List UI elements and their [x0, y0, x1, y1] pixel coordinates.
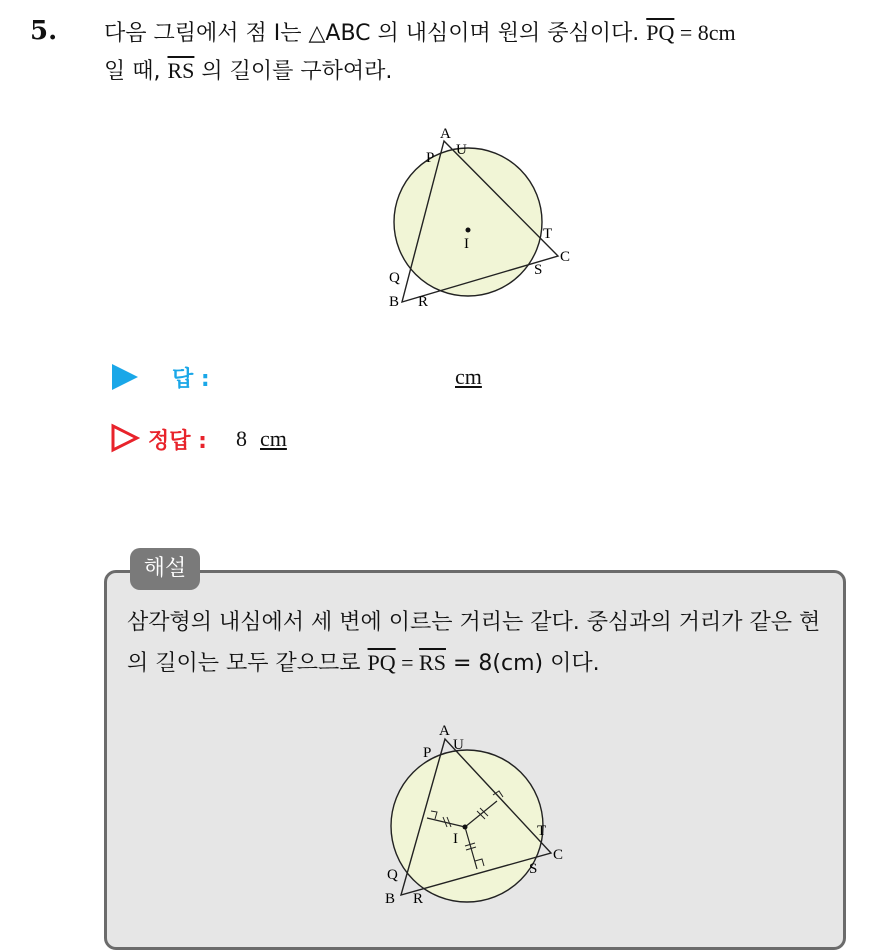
- label-Q: Q: [389, 270, 400, 286]
- solution-box: [104, 570, 846, 950]
- label-B: B: [389, 294, 400, 310]
- label-C-2: C: [553, 847, 564, 863]
- label-A-2: A: [439, 723, 450, 739]
- incenter-dot-2: [463, 825, 468, 830]
- label-I-2: I: [453, 831, 458, 847]
- triangle-outline-icon: [110, 420, 140, 456]
- label-S: S: [534, 262, 543, 278]
- question-text: [104, 14, 874, 90]
- segment-pq: $\overline{PQ}$: [646, 20, 675, 45]
- circle: [394, 148, 542, 296]
- correct-label: 정답 :: [148, 429, 207, 454]
- label-I: I: [464, 236, 469, 252]
- segment-rs: $\overline{RS}$: [167, 58, 195, 83]
- triangle-circle-figure: [380, 118, 600, 318]
- correct-answer-row: [108, 420, 608, 460]
- label-A: A: [440, 126, 451, 142]
- answer-row: [108, 360, 608, 396]
- solution-figure: [379, 715, 579, 935]
- question-line2-a: 일 때,: [104, 59, 168, 84]
- solution-rs: $\overline{RS}$: [419, 650, 446, 675]
- label-T: T: [543, 226, 553, 242]
- answer-label: 답 :: [172, 367, 210, 392]
- label-U: U: [456, 142, 467, 158]
- solution-text-a: 삼각형의 내심에서 세 변에 이르는 거리는 같다. 중심과의 거리가 같은 현의 길이는 모두 같으므로: [127, 610, 821, 676]
- solution-pq: $\overline{PQ}$: [367, 650, 396, 675]
- label-C: C: [560, 249, 571, 265]
- incenter-dot: [466, 228, 471, 233]
- label-R-2: R: [413, 891, 424, 907]
- solution-tab: 해설: [130, 548, 200, 590]
- label-P: P: [426, 150, 435, 166]
- question-line1-b: = 8cm: [674, 20, 736, 45]
- solution-text: [127, 603, 837, 684]
- correct-unit: cm: [260, 426, 287, 451]
- label-R: R: [418, 294, 429, 310]
- label-S-2: S: [529, 861, 538, 877]
- label-T-2: T: [537, 823, 547, 839]
- label-B-2: B: [385, 891, 396, 907]
- question-line1-a: 다음 그림에서 점 I는 △ABC 의 내심이며 원의 중심이다.: [104, 21, 647, 46]
- label-U-2: U: [453, 737, 464, 753]
- play-icon: [112, 364, 138, 390]
- question-line2-b: 의 길이를 구하여라.: [194, 59, 393, 84]
- solution-text-b: = 8(cm) 이다.: [445, 651, 600, 676]
- answer-unit[interactable]: cm: [455, 364, 482, 389]
- label-P-2: P: [423, 745, 432, 761]
- label-Q-2: Q: [387, 867, 398, 883]
- correct-value: 8: [236, 426, 247, 451]
- solution-eq1: =: [395, 650, 420, 675]
- question-number: 5.: [30, 16, 58, 46]
